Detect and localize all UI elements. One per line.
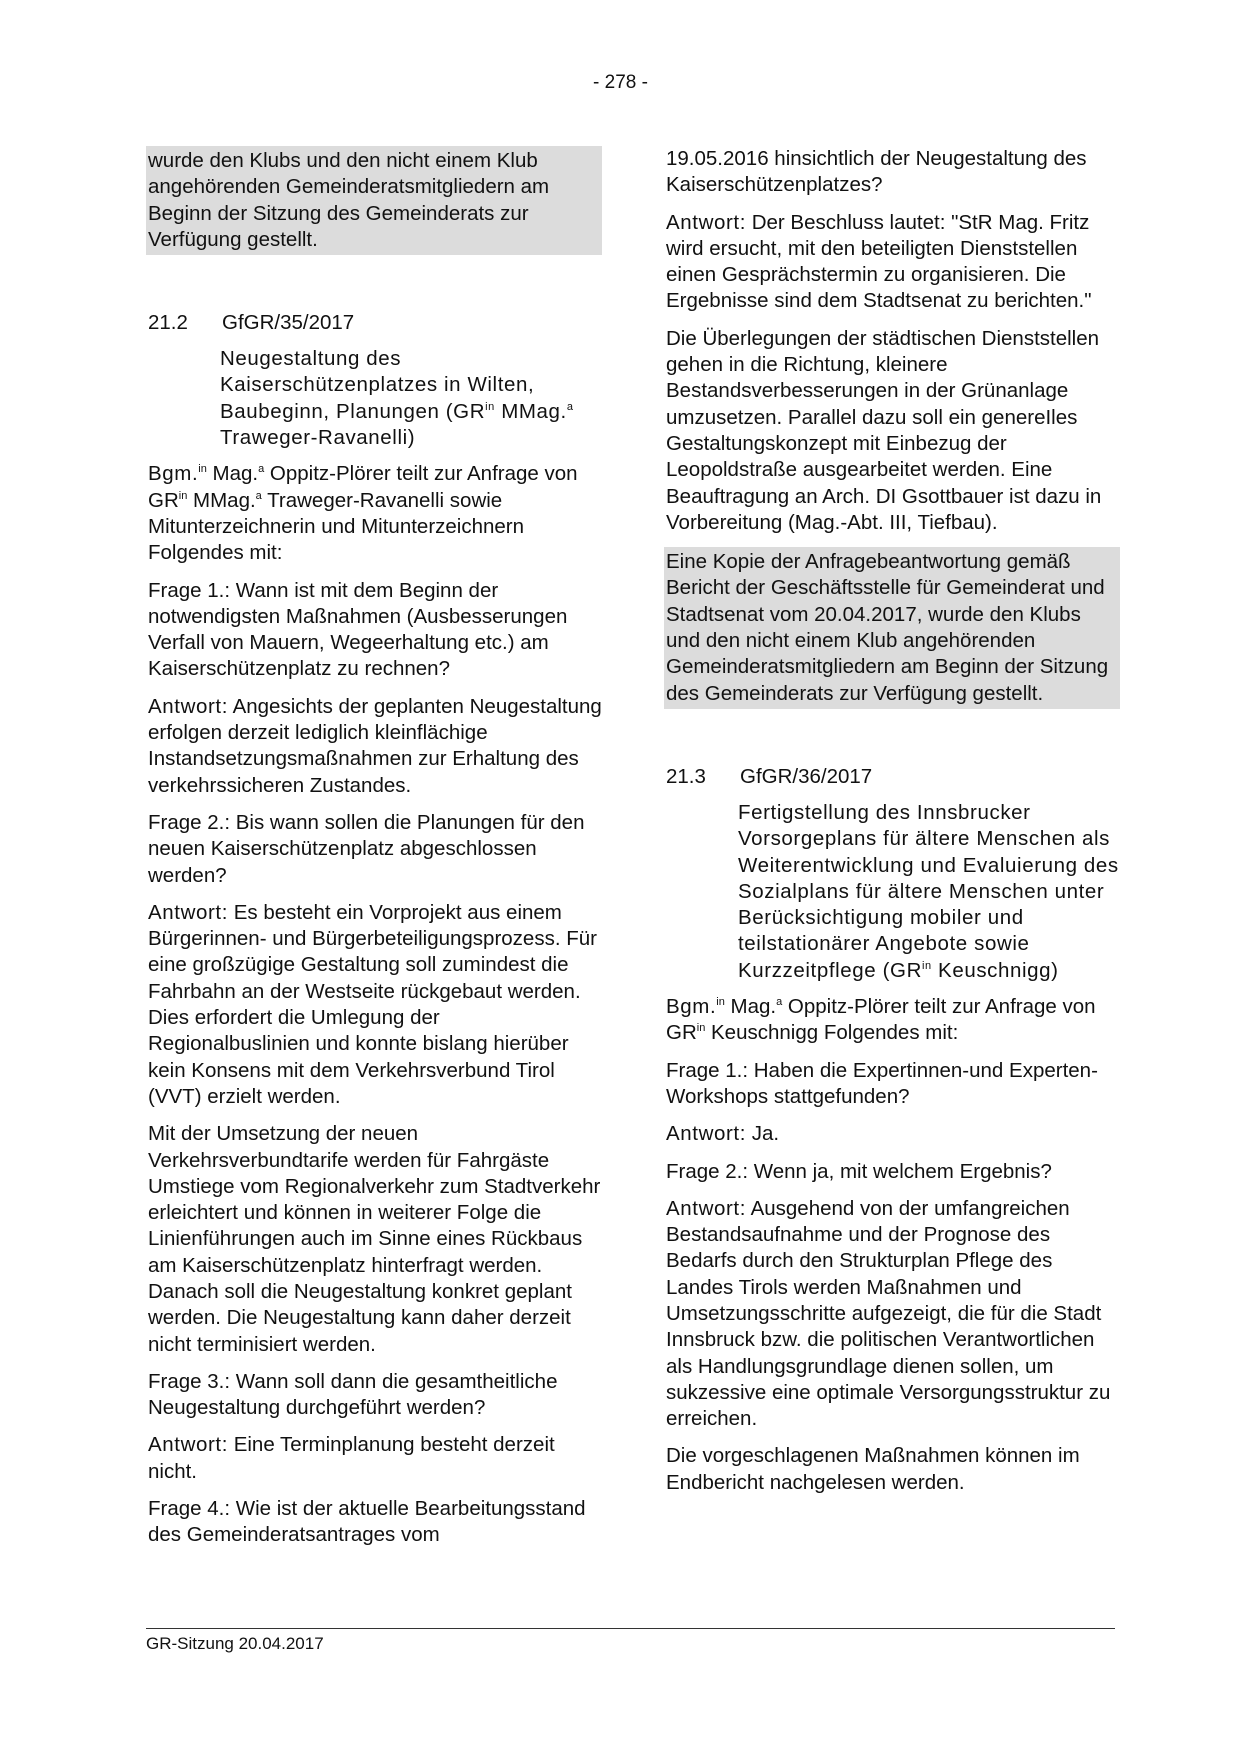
section-number: 21.2 (148, 311, 188, 335)
section-code: GfGR/36/2017 (740, 764, 873, 788)
intro-paragraph: Bgm.$^{in}$ Mag.$^a$ Oppitz-Plörer teilt zur Anfrage von $GR^{in}$ MMag.$^a$ Traweger-Ravanelli sowie Mitunterzeichnerin und Mitunterzeichnern Folgendes mit: (148, 462, 578, 565)
question-3: Frage 3.: Wann soll dann die gesamtheitliche Neugestaltung durchgeführt werden? (148, 1369, 558, 1420)
answer-2-continued: Mit der Umsetzung der neuen Verkehrsverbundtarife werden für Fahrgäste Umstiege vom Regionalverkehr zum Stadtverkehr erleichtert und können in weiterer Folge die Linienführungen auch im Sinne eines Rückbaus am Kaiserschützenplatz hinterfragt werden. Danach soll die Neugestaltung konkret geplant werden. Die Neugestaltung kann daher derzeit nicht terminisiert werden. (148, 1122, 601, 1356)
section-title: Neugestaltung des Kaiserschützenplatzes in Wilten, Baubeginn, Planungen ($GR^{in}$ MMag.$^a$ Traweger-Ravanelli) (220, 347, 574, 450)
page-number: - 278 - (593, 72, 648, 93)
question-1: Frage 1.: Haben die Expertinnen-und Experten-Workshops stattgefunden? (666, 1058, 1098, 1108)
answer-2: Antwort: Es besteht ein Vorprojekt aus einem Bürgerinnen- und Bürgerbeteiligungsprozess. Für eine großzügige Gestaltung soll zumindest die Fahrbahn an der Westseite rückgebaut werden. Dies erfordert die Umlegung der Regionalbuslinien und konnte bislang hierüber kein Konsens mit dem Verkehrsverbund Tirol (VVT) erzielt werden. (148, 900, 597, 1108)
answer-2-continued: Die vorgeschlagenen Maßnahmen können im Endbericht nachgelesen werden. (666, 1444, 1080, 1494)
answer-2: Antwort: Ausgehend von der umfangreichen Bestandsaufnahme und der Prognose des Bedarfs durch den Strukturplan Pflege des Landes Tirols werden Maßnahmen und Umsetzungsschritte aufgezeigt, die für die Stadt Innsbruck bzw. die politischen Verantwortlichen als Handlungsgrundlage dienen sollen, um sukzessive eine optimale Versorgungsstruktur zu erreichen. (666, 1196, 1111, 1431)
section-heading (664, 764, 1120, 790)
section-title: Fertigstellung des Innsbrucker Vorsorgeplans für ältere Menschen als Weiterentwicklung und Evaluierung des Sozialplans für ältere Menschen unter Berücksichtigung mobiler und teilstationärer Angebote sowie Kurzzeitpflege ($GR^{in}$ Keuschnigg) (738, 800, 1119, 982)
answer-1: Antwort: Angesichts der geplanten Neugestaltung erfolgen derzeit lediglich kleinflächige Instandsetzungsmaßnahmen zur Erhaltung des verkehrssicheren Zustandes. (148, 694, 602, 797)
footer-divider (146, 1628, 1115, 1629)
question-4: Frage 4.: Wie ist der aktuelle Bearbeitungsstand des Gemeinderatsantrages vom (148, 1497, 586, 1547)
question-4-continued: 19.05.2016 hinsichtlich der Neugestaltung des Kaiserschützenplatzes? (666, 147, 1087, 197)
shaded-note: wurde den Klubs und den nicht einem Klub angehörenden Gemeinderatsmitgliedern am Beginn der Sitzung des Gemeinderats zur Verfügung gestellt. (146, 146, 602, 255)
question-2: Frage 2.: Wenn ja, mit welchem Ergebnis? (666, 1159, 1052, 1183)
answer-3: Antwort: Eine Terminplanung besteht derzeit nicht. (148, 1433, 555, 1483)
answer-4-continued: Die Überlegungen der städtischen Dienststellen gehen in die Richtung, kleinere Bestandsverbesserungen in der Grünanlage umzusetzen. Parallel dazu soll ein genereIles Gestaltungskonzept mit Einbezug der Leopoldstraße ausgearbeitet werden. Eine Beauftragung an Arch. DI Gsottbauer ist dazu in Vorbereitung (Mag.-Abt. III, Tiefbau). (666, 326, 1102, 534)
section-number: 21.3 (666, 764, 706, 788)
section-code: GfGR/35/2017 (222, 311, 355, 335)
intro-paragraph: Bgm.$^{in}$ Mag.$^a$ Oppitz-Plörer teilt zur Anfrage von $GR^{in}$ Keuschnigg Folgendes mit: (666, 995, 1096, 1045)
left-column (146, 146, 602, 1560)
question-1: Frage 1.: Wann ist mit dem Beginn der notwendigsten Maßnahmen (Ausbesserungen Verfall von Mauern, Wegeerhaltung etc.) am Kaiserschützenplatz zu rechnen? (148, 578, 568, 681)
footer-session-date: GR-Sitzung 20.04.2017 (146, 1634, 324, 1653)
answer-1: Antwort: Ja. (666, 1122, 780, 1146)
answer-4: Antwort: Der Beschluss lautet: "StR Mag. Fritz wird ersucht, mit den beteiligten Dienststellen einen Gesprächstermin zu organisieren. Die Ergebnisse sind dem Stadtsenat zu berichten." (666, 210, 1092, 313)
shaded-note: Eine Kopie der Anfragebeantwortung gemäß Bericht der Geschäftsstelle für Gemeinderat und Stadtsenat vom 20.04.2017, wurde den Klubs und den nicht einem Klub angehörenden Gemeinderatsmitgliedern am Beginn der Sitzung des Gemeinderats zur Verfügung gestellt. (664, 547, 1120, 709)
right-column (664, 146, 1120, 1507)
section-heading (146, 310, 602, 336)
question-2: Frage 2.: Bis wann sollen die Planungen für den neuen Kaiserschützenplatz abgeschlossen werden? (148, 810, 585, 887)
